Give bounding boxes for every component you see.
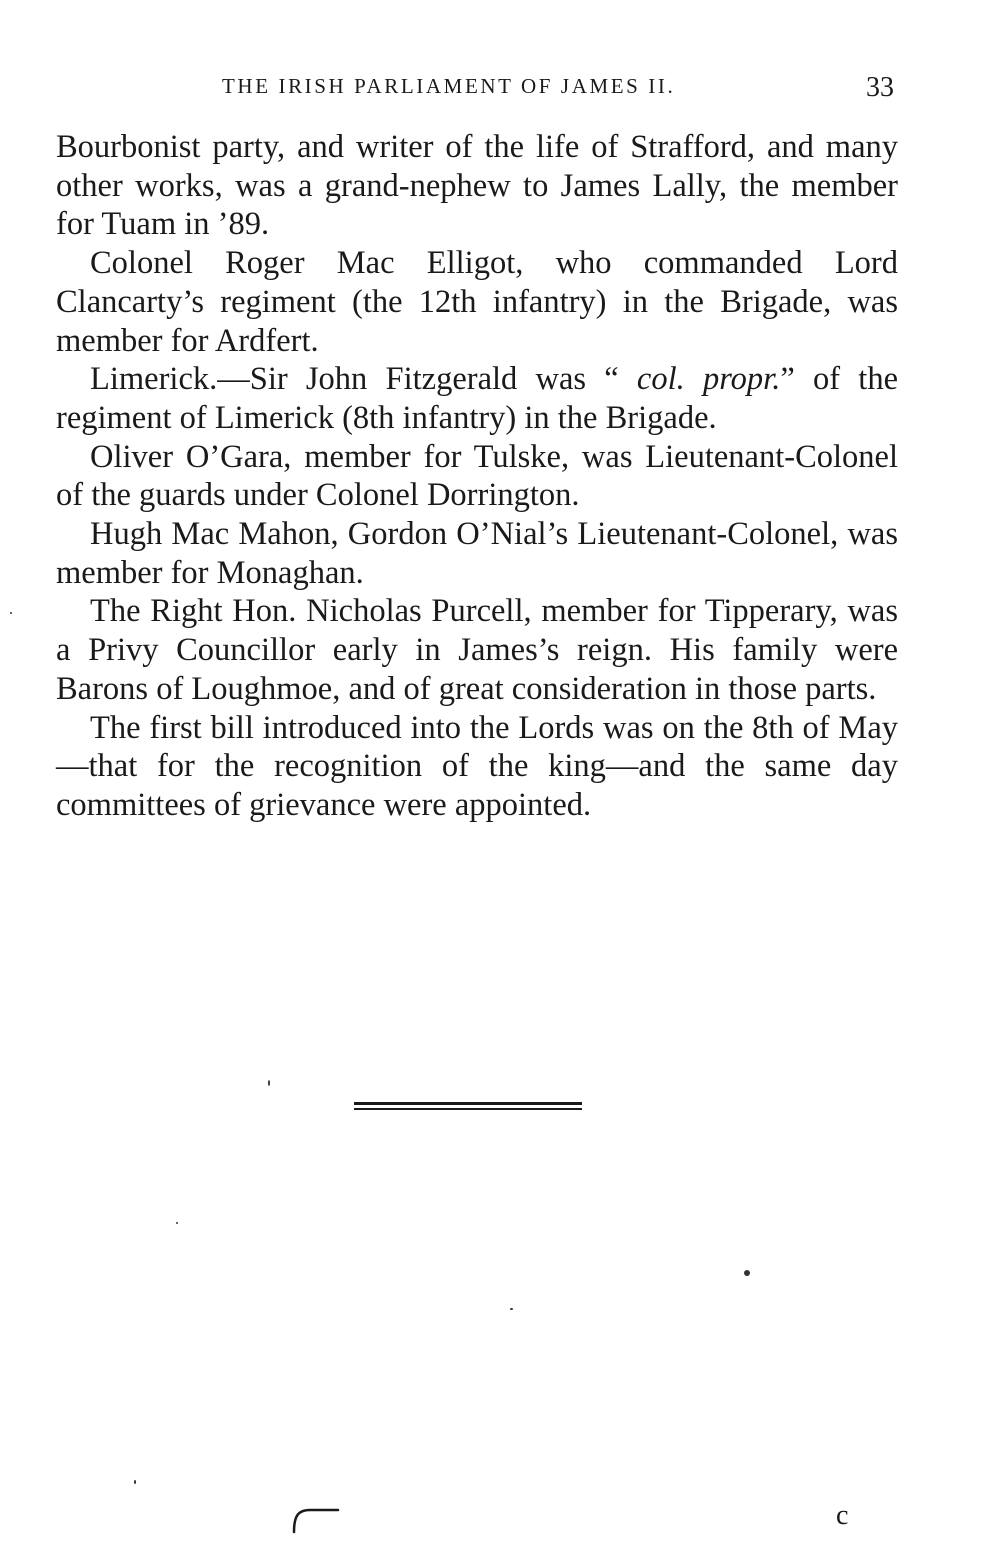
text-run: The Right Hon. Nicholas Purcell, member for Tipperary, was a Privy Councillor early in James’s reign. His family were Barons of Loughmoe, and of great consideration in those parts. [56,593,898,707]
italic-phrase: col. propr. [636,361,781,398]
text-run: Limerick.—Sir John Fitzgerald was “ [90,361,637,398]
body-text [56,128,898,825]
running-head [0,70,1000,110]
paragraph [56,709,898,825]
text-run: ” of the regiment of Limerick (8th infantry) in the Brigade. [56,361,898,436]
ink-speck [510,1308,513,1310]
ink-speck [268,1080,270,1086]
text-run: Oliver O’Gara, member for Tulske, was Lieutenant-Colonel of the guards under Colonel Dorrington. [56,438,898,514]
section-end-rule [354,1102,582,1113]
paragraph [56,515,898,592]
text-run: Colonel Roger Mac Elligot, who commanded Lord Clancarty’s regiment (the 12th infantry) in the Brigade, was member for Ardfert. [56,245,898,359]
page-number: 33 [866,72,894,103]
text-run: Bourbonist party, and writer of the life of Strafford, and many other works, was a grand-nephew to James Lally, the member for Tuam in ’89. [56,129,898,243]
rule-line-lower [354,1108,582,1110]
running-title: THE IRISH PARLIAMENT OF JAMES II. [222,74,676,98]
paragraph [56,244,898,360]
ink-speck [134,1480,136,1484]
ink-speck [10,612,12,614]
paragraph [56,438,898,515]
rule-line-upper [354,1102,582,1105]
paragraph [56,128,898,244]
ink-speck [176,1222,178,1224]
text-run: Hugh Mac Mahon, Gordon O’Nial’s Lieutenant-Colonel, was member for Monaghan. [56,516,898,591]
text-run: The first bill introduced into the Lords was on the 8th of May—that for the recognition of the king—and the same day committees of grievance were appointed. [56,709,898,823]
signature-mark: c [836,1500,849,1531]
ink-speck [744,1270,750,1276]
printer-mark-icon [288,1502,342,1538]
paragraph [56,592,898,708]
paragraph [56,360,898,437]
